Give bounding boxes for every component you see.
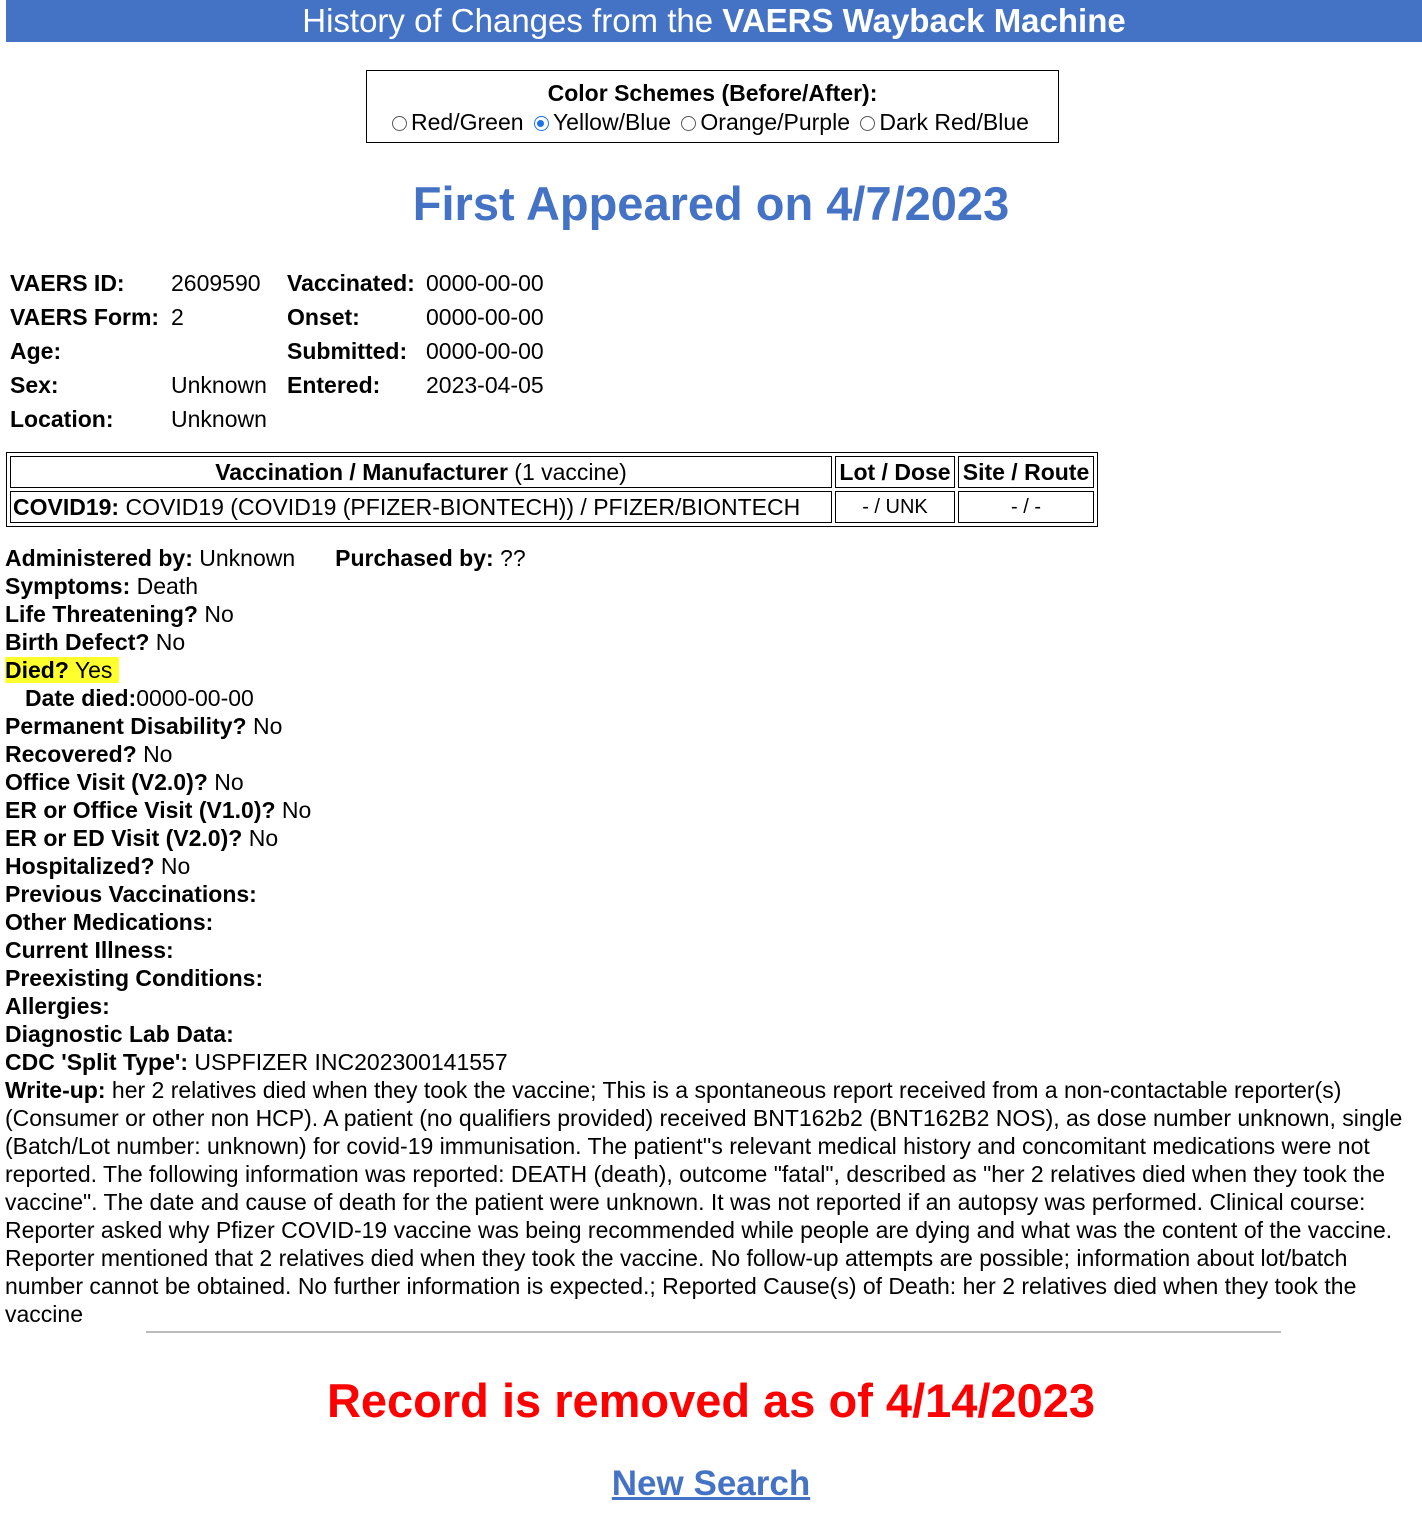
split-type-value: USPFIZER INC202300141557	[194, 1049, 508, 1075]
lab-data-line	[5, 1020, 1415, 1048]
location-label: Location:	[10, 406, 114, 432]
hospitalized-line	[5, 852, 1415, 880]
color-schemes-title: Color Schemes (Before/After):	[547, 80, 878, 106]
disability-label: Permanent Disability?	[5, 713, 247, 739]
recovered-value: No	[143, 741, 173, 767]
new-search-container	[0, 1462, 1422, 1506]
header-lot-dose: Lot / Dose	[835, 456, 955, 488]
disability-line	[5, 712, 1415, 740]
previous-vaccinations-label: Previous Vaccinations:	[5, 881, 257, 907]
header-site-route: Site / Route	[958, 456, 1094, 488]
sex-label: Sex:	[10, 372, 59, 398]
vaccine-cell	[10, 491, 832, 523]
vaers-id-value: 2609590	[171, 270, 261, 296]
preexisting-label: Preexisting Conditions:	[5, 965, 264, 991]
header-vaccine-count: (1 vaccine)	[514, 459, 627, 485]
writeup-block	[5, 1076, 1415, 1328]
scheme-option-label: Red/Green	[411, 109, 524, 135]
allergies-line	[5, 992, 1415, 1020]
split-type-label: CDC 'Split Type':	[5, 1049, 189, 1075]
er-office-line	[5, 796, 1415, 824]
administered-purchased-line	[5, 544, 1415, 572]
current-illness-line	[5, 936, 1415, 964]
entered-label: Entered:	[287, 372, 381, 398]
section-divider	[146, 1331, 1281, 1333]
scheme-option-label: Orange/Purple	[700, 109, 850, 135]
life-threatening-line	[5, 600, 1415, 628]
submitted-value: 0000-00-00	[426, 338, 544, 364]
died-label: Died?	[5, 657, 69, 683]
recovered-label: Recovered?	[5, 741, 137, 767]
writeup-text: her 2 relatives died when they took the vaccine; This is a spontaneous report received from a non-contactable reporter(s) (Consumer or other non HCP). A patient (no qualifiers provided) received BNT162b2 (BNT162B2 NOS), as dose number unknown, single (Batch/Lot number: unknown) for covid-19 immunisation. The patient''s relevant medical history and concomitant medications were not reported. The following information was reported: DEATH (death), outcome "fatal", described as "her 2 relatives died when they took the vaccine". The date and cause of death for the patient were unknown. It was not reported if an autopsy was performed. Clinical course: Reporter asked why Pfizer COVID-19 vaccine was being recommended while people are dying and what was the content of the vaccine. Reporter mentioned that 2 relatives died when they took the vaccine. No follow-up attempts are possible; information about lot/batch number cannot be obtained. No further information is expected.; Reported Cause(s) of Death: her 2 relatives died when they took the vaccine	[5, 1077, 1403, 1327]
onset-value: 0000-00-00	[426, 304, 544, 330]
er-office-label: ER or Office Visit (V1.0)?	[5, 797, 276, 823]
died-highlight	[5, 657, 119, 683]
life-threatening-value: No	[204, 601, 234, 627]
office-visit-value: No	[214, 769, 244, 795]
preexisting-line	[5, 964, 1415, 992]
new-search-link[interactable]: New Search	[611, 1464, 811, 1503]
writeup-label: Write-up:	[5, 1077, 106, 1103]
recovered-line	[5, 740, 1415, 768]
vaccine-description: COVID19 (COVID19 (PFIZER-BIONTECH)) / PFIZER/BIONTECH	[125, 494, 801, 520]
report-details	[5, 544, 1415, 1328]
radio-icon[interactable]	[392, 116, 407, 131]
current-illness-label: Current Illness:	[5, 937, 174, 963]
birth-defect-value: No	[155, 629, 186, 655]
vaers-form-label: VAERS Form:	[10, 304, 160, 330]
submitted-label: Submitted:	[287, 338, 408, 364]
vaers-id-label: VAERS ID:	[10, 270, 125, 296]
scheme-option-label: Yellow/Blue	[552, 109, 672, 135]
color-schemes-options	[367, 107, 1058, 137]
sex-value: Unknown	[171, 372, 267, 398]
date-died-label: Date died:	[25, 685, 137, 711]
hospitalized-value: No	[160, 853, 191, 879]
lab-data-label: Diagnostic Lab Data:	[5, 1021, 234, 1047]
disability-value: No	[252, 713, 283, 739]
split-type-line	[5, 1048, 1415, 1076]
er-ed-line	[5, 824, 1415, 852]
previous-vaccinations-line	[5, 880, 1415, 908]
symptoms-value: Death	[136, 573, 199, 599]
er-office-value: No	[281, 797, 312, 823]
vaccination-table	[6, 452, 1098, 527]
purchased-label: Purchased by:	[335, 545, 494, 571]
banner-prefix: History of Changes from the	[302, 2, 714, 39]
life-threatening-label: Life Threatening?	[5, 601, 198, 627]
vaccinated-label: Vaccinated:	[287, 270, 415, 296]
scheme-option-red-green[interactable]	[392, 109, 524, 135]
age-label: Age:	[10, 338, 62, 364]
table-row	[10, 491, 1094, 523]
table-header-row	[10, 456, 1094, 488]
symptoms-line	[5, 572, 1415, 600]
administered-value: Unknown	[199, 545, 296, 571]
header-vaccination	[10, 456, 832, 488]
vaers-form-value: 2	[171, 304, 184, 330]
scheme-option-dark-red-blue[interactable]	[860, 109, 1029, 135]
record-removed-heading: Record is removed as of 4/14/2023	[326, 1374, 1096, 1427]
birth-defect-label: Birth Defect?	[5, 629, 150, 655]
first-appeared-heading: First Appeared on 4/7/2023	[412, 177, 1010, 230]
er-ed-value: No	[248, 825, 279, 851]
office-visit-line	[5, 768, 1415, 796]
scheme-option-label: Dark Red/Blue	[879, 109, 1029, 135]
site-route-cell: - / -	[958, 491, 1094, 523]
date-died-line	[5, 684, 1415, 712]
radio-icon[interactable]	[860, 116, 875, 131]
purchased-value: ??	[500, 545, 526, 571]
died-value: Yes	[74, 657, 113, 683]
office-visit-label: Office Visit (V2.0)?	[5, 769, 208, 795]
page-banner	[6, 0, 1422, 42]
died-line	[5, 656, 1415, 684]
symptoms-label: Symptoms:	[5, 573, 131, 599]
er-ed-label: ER or ED Visit (V2.0)?	[5, 825, 243, 851]
lot-dose-cell: - / UNK	[835, 491, 955, 523]
vaccine-type: COVID19:	[13, 494, 120, 520]
date-died-value: 0000-00-00	[136, 685, 254, 711]
color-schemes-box	[366, 70, 1059, 143]
location-value: Unknown	[171, 406, 267, 432]
entered-value: 2023-04-05	[426, 372, 544, 398]
other-medications-label: Other Medications:	[5, 909, 214, 935]
header-vaccination-label: Vaccination / Manufacturer	[215, 459, 508, 485]
radio-checked-icon[interactable]	[534, 116, 549, 131]
administered-label: Administered by:	[5, 545, 193, 571]
radio-icon[interactable]	[681, 116, 696, 131]
banner-title: VAERS Wayback Machine	[722, 2, 1126, 39]
allergies-label: Allergies:	[5, 993, 110, 1019]
vaccinated-value: 0000-00-00	[426, 270, 544, 296]
hospitalized-label: Hospitalized?	[5, 853, 155, 879]
birth-defect-line	[5, 628, 1415, 656]
other-medications-line	[5, 908, 1415, 936]
scheme-option-orange-purple[interactable]	[681, 109, 850, 135]
scheme-option-yellow-blue[interactable]	[534, 109, 671, 135]
onset-label: Onset:	[287, 304, 360, 330]
